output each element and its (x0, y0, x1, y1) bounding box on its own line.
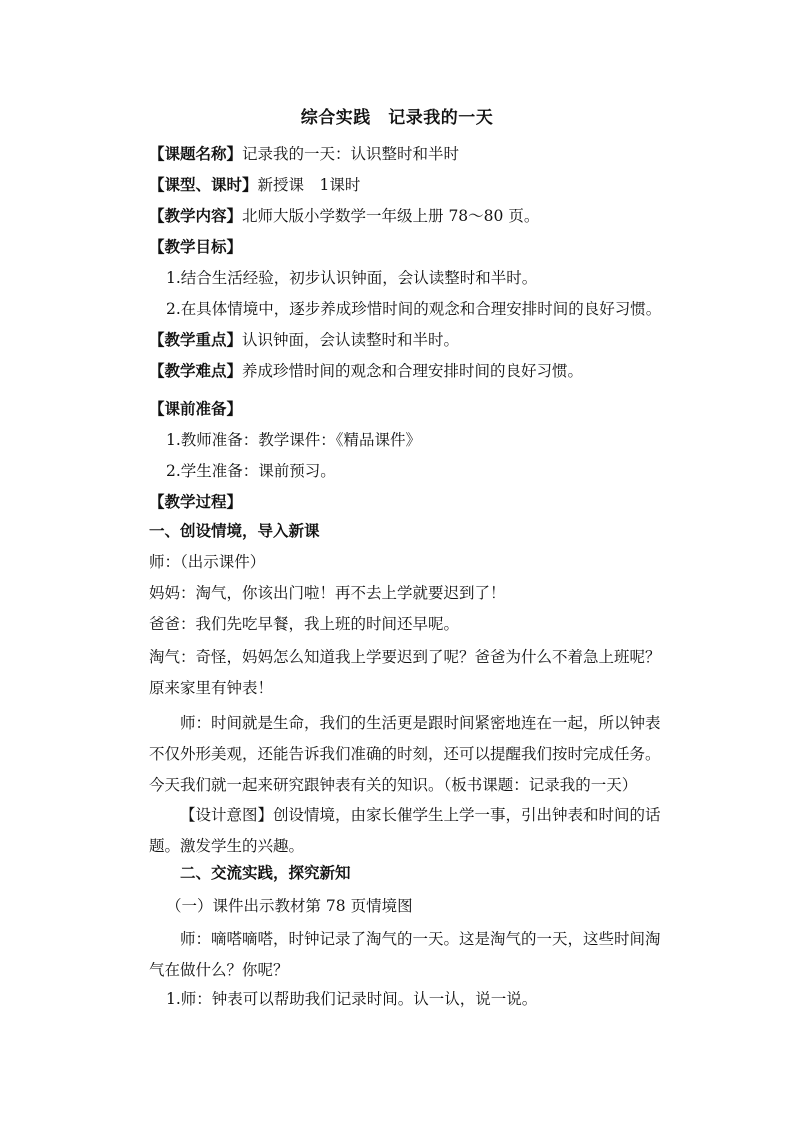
dialogue-line-5: 原来家里有钟表！ (149, 679, 274, 697)
dialogue-line-2: 妈妈：淘气，你该出门啦！再不去上学就要迟到了！ (149, 584, 506, 602)
prep-item-2: 2.学生准备：课前预习。 (166, 462, 336, 480)
prep-heading: 【课前准备】 (149, 399, 243, 418)
dialogue-line-4: 淘气：奇怪，妈妈怎么知道我上学要迟到了呢？爸爸为什么不着急上班呢？ (149, 648, 661, 666)
section2-subheading: （一）课件出示教材第 78 页情境图 (166, 897, 413, 915)
content-value: 北师大版小学数学一年级上册 78～80 页。 (242, 207, 540, 225)
content-row (149, 205, 675, 227)
key-value: 认识钟面，会认读整时和半时。 (242, 331, 460, 349)
process-heading: 【教学过程】 (149, 492, 243, 511)
design-label: 【设计意图】 (180, 806, 274, 824)
section2-item-1: 1.师：钟表可以帮助我们记录时间。认一认，说一说。 (166, 990, 538, 1008)
section1-heading: 一、创设情境，导入新课 (149, 521, 320, 540)
difficulty-value: 养成珍惜时间的观念和合理安排时间的良好习惯。 (242, 362, 584, 380)
dialogue-line-3: 爸爸：我们先吃早餐，我上班的时间还早呢。 (149, 615, 460, 633)
type-row (149, 174, 675, 196)
prep-item-1: 1.教师准备：教学课件：《精品课件》 (166, 431, 422, 449)
key-row (149, 329, 675, 351)
goal-item-1: 1.结合生活经验，初步认识钟面，会认读整时和半时。 (166, 269, 538, 287)
design-value: 创设情境，由家长催学生上学一事，引出钟表和时间的话题。激发学生的兴趣。 (149, 806, 661, 855)
dialogue-line-1: 师：（出示课件） (149, 553, 266, 571)
goals-heading: 【教学目标】 (149, 237, 243, 256)
section2-paragraph: 师：嘀嗒嘀嗒，时钟记录了淘气的一天。这是淘气的一天，这些时间淘气在做什么？你呢？ (149, 930, 661, 979)
document-title: 综合实践 记录我的一天 (300, 108, 494, 128)
key-label: 【教学重点】 (149, 330, 243, 349)
topic-row (149, 143, 675, 165)
intro-paragraph: 师：时间就是生命，我们的生活更是跟时间紧密地连在一起，所以钟表不仅外形美观，还能告诉我们准确的时刻，还可以提醒我们按时完成任务。今天我们就一起来研究跟钟表有关的知识。（板书课题：记录我的一天） (149, 714, 661, 794)
design-paragraph (149, 800, 673, 862)
goal-item-2: 2.在具体情境中，逐步养成珍惜时间的观念和合理安排时间的良好习惯。 (166, 300, 662, 318)
type-value: 新授课 1课时 (257, 176, 361, 194)
difficulty-label: 【教学难点】 (149, 361, 243, 380)
type-label: 【课型、课时】 (149, 175, 258, 194)
content-label: 【教学内容】 (149, 206, 243, 225)
difficulty-row (149, 360, 675, 382)
topic-label: 【课题名称】 (149, 144, 243, 163)
topic-value: 记录我的一天：认识整时和半时 (242, 145, 460, 163)
section2-heading: 二、交流实践，探究新知 (180, 863, 351, 882)
